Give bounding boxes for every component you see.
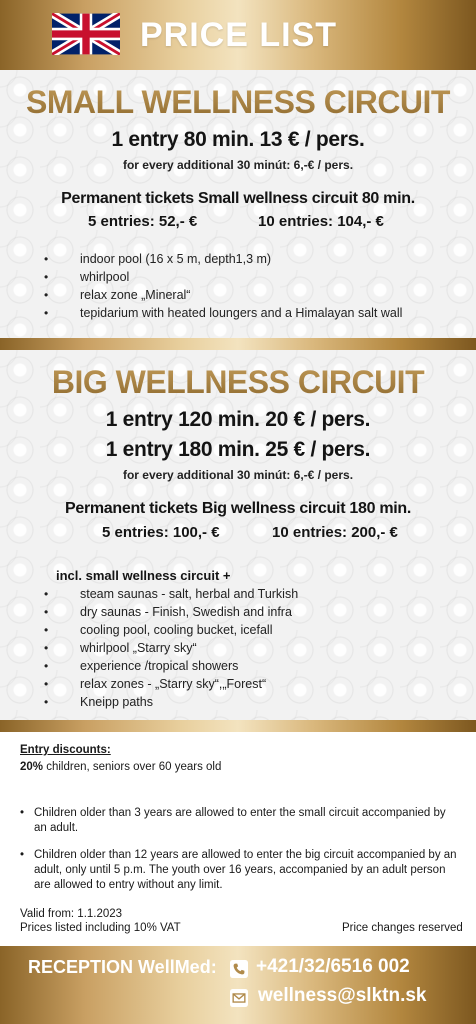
big-features-list (44, 585, 298, 711)
big-circuit-section (0, 350, 476, 722)
list-item: • cooling pool, cooling bucket, icefall (44, 621, 298, 639)
discounts-heading: Entry discounts: (20, 744, 111, 756)
price-changes-note: Price changes reserved (342, 922, 463, 934)
phone-icon (230, 960, 248, 978)
small-circuit-price: 1 entry 80 min. 13 € / pers. (111, 128, 365, 151)
reception-label: RECEPTION WellMed: (28, 957, 217, 977)
info-section (0, 732, 476, 946)
phone-number[interactable]: +421/32/6516 002 (256, 956, 410, 977)
valid-from: Valid from: 1.1.2023 (20, 908, 123, 920)
big-circuit-title: BIG WELLNESS CIRCUIT (0, 364, 476, 401)
small-circuit-title: SMALL WELLNESS CIRCUIT (0, 84, 476, 121)
small-permanent-5: 5 entries: 52,- € (88, 213, 198, 230)
rule-small-circuit: • Children older than 3 years are allowed to enter the small circuit accompanied by an adult. (20, 806, 460, 836)
big-permanent-5: 5 entries: 100,- € (102, 524, 220, 541)
list-item: • whirlpool (44, 268, 402, 286)
discount-line (20, 761, 221, 773)
big-circuit-price-180: 1 entry 180 min. 25 € / pers. (105, 438, 371, 461)
small-circuit-section (0, 70, 476, 340)
envelope-icon (230, 989, 248, 1007)
small-permanent-10: 10 entries: 104,- € (258, 213, 384, 230)
list-item: • relax zone „Mineral“ (44, 286, 402, 304)
small-circuit-additional-note: for every additional 30 minút: 6,-€ / pers. (122, 158, 354, 172)
small-features-list (44, 250, 402, 322)
list-item: • steam saunas - salt, herbal and Turkish (44, 585, 298, 603)
list-item: • indoor pool (16 x 5 m, depth1,3 m) (44, 250, 402, 268)
small-permanent-title: Permanent tickets Small wellness circuit 80 min. (61, 190, 415, 207)
list-item: • dry saunas - Finish, Swedish and infra (44, 603, 298, 621)
discount-percent: 20% (20, 761, 44, 773)
big-permanent-10: 10 entries: 200,- € (272, 524, 398, 541)
list-item: • tepidarium with heated loungers and a Himalayan salt wall (44, 304, 402, 322)
list-item: • whirlpool „Starry sky“ (44, 639, 298, 657)
email-link[interactable]: wellness@slktn.sk (258, 985, 427, 1006)
uk-flag-icon (52, 13, 120, 55)
list-item: • experience /tropical showers (44, 657, 298, 675)
list-item: • relax zones - „Starry sky“,„Forest“ (44, 675, 298, 693)
includes-label: incl. small wellness circuit + (56, 568, 231, 583)
discount-text: children, seniors over 60 years old (43, 761, 222, 773)
page-title: PRICE LIST (140, 16, 338, 54)
big-circuit-additional-note: for every additional 30 minút: 6,-€ / pers. (122, 468, 354, 482)
list-item: • Kneipp paths (44, 693, 298, 711)
divider (0, 720, 476, 732)
footer-bar (0, 946, 476, 1024)
rule-big-circuit: • Children older than 12 years are allowed to enter the big circuit accompanied by an adult, only until 5 p.m. The youth over 16 years, accompanied by an adult person are allowed to entry without any limit. (20, 848, 460, 893)
header-bar (0, 0, 476, 70)
big-permanent-title: Permanent tickets Big wellness circuit 180 min. (64, 500, 412, 517)
divider (0, 338, 476, 350)
vat-note: Prices listed including 10% VAT (20, 922, 181, 934)
big-circuit-price-120: 1 entry 120 min. 20 € / pers. (105, 408, 371, 431)
